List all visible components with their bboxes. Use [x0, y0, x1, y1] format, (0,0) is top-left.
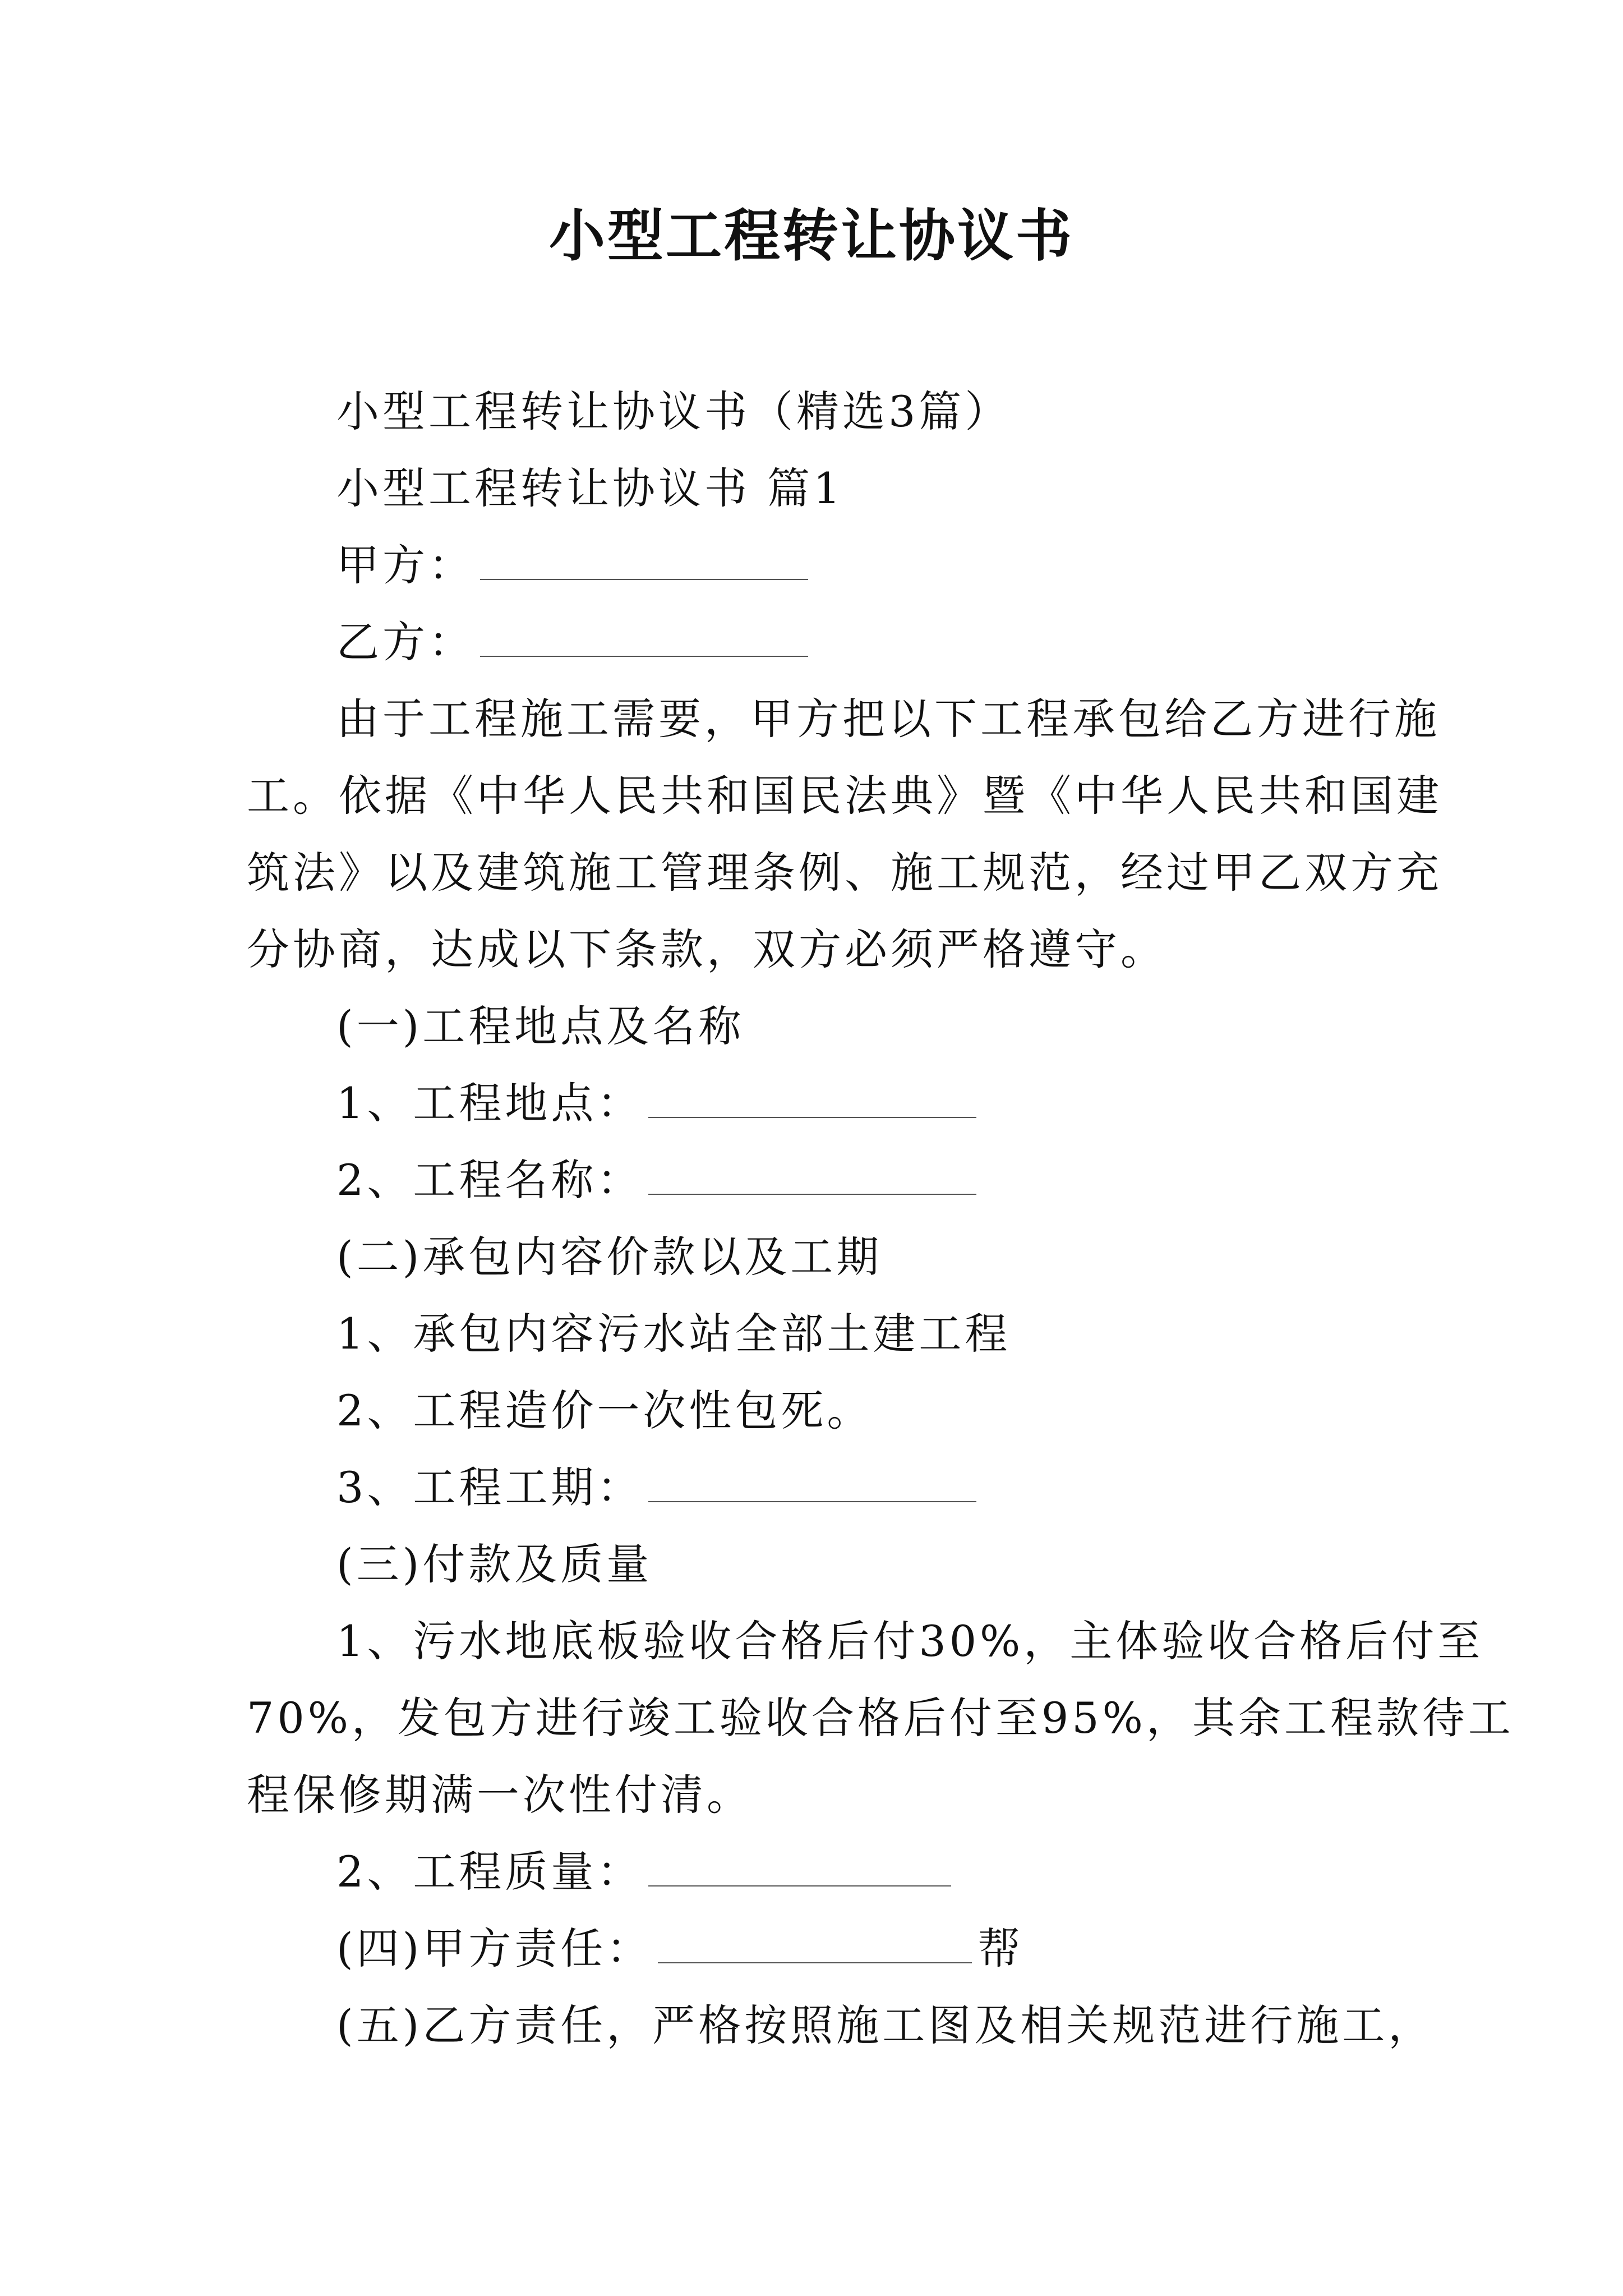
document-title: 小型工程转让协议书	[549, 203, 1074, 269]
party-a-blank	[480, 540, 808, 580]
clause3-heading: (三)付款及质量	[336, 1539, 653, 1589]
party-a-label: 甲方：	[336, 540, 474, 590]
clause2-item1: 1、承包内容污水站全部土建工程	[336, 1309, 1011, 1359]
project-duration-label: 3、工程工期：	[336, 1462, 643, 1512]
document-body	[247, 373, 1514, 2064]
party-b-line	[247, 604, 1385, 680]
project-quality-label: 2、工程质量：	[336, 1847, 643, 1897]
party-a-responsibility-label: (四)甲方责任：	[336, 1924, 653, 1973]
clause2-item3	[247, 1449, 1385, 1526]
payment-line-1: 1、污水地底板验收合格后付30%，主体验收合格后付至	[336, 1616, 1484, 1666]
party-b-blank	[480, 616, 808, 657]
party-a-line	[247, 527, 1385, 604]
payment-line-3: 程保修期满一次性付清。	[247, 1770, 753, 1820]
project-quality-blank	[648, 1846, 951, 1887]
intro-line-4: 分协商，达成以下条款，双方必须严格遵守。	[247, 924, 1166, 974]
intro-line-1: 由于工程施工需要，甲方把以下工程承包给乙方进行施	[336, 694, 1440, 744]
clause2-heading: (二)承包内容价款以及工期	[336, 1232, 883, 1282]
project-location-label: 1、工程地点：	[336, 1078, 643, 1128]
project-name-blank	[648, 1154, 976, 1195]
clause5-line: (五)乙方责任，严格按照施工图及相关规范进行施工，	[336, 2000, 1435, 2050]
clause2-item2: 2、工程造价一次性包死。	[336, 1386, 873, 1435]
project-duration-blank	[648, 1462, 976, 1502]
clause1-item1	[247, 1065, 1385, 1142]
clause4-line	[247, 1910, 1385, 1987]
project-location-blank	[648, 1078, 976, 1118]
party-a-responsibility-blank	[658, 1923, 972, 1963]
clause1-item2	[247, 1142, 1385, 1218]
party-b-label: 乙方：	[336, 617, 474, 667]
payment-line-2: 70%，发包方进行竣工验收合格后付至95%，其余工程款待工	[247, 1693, 1514, 1743]
clause3-item2	[247, 1833, 1385, 1910]
intro-line-3: 筑法》以及建筑施工管理条例、施工规范，经过甲乙双方充	[247, 848, 1442, 898]
clause1-heading: (一)工程地点及名称	[336, 1001, 745, 1051]
subtitle: 小型工程转让协议书（精选3篇）	[336, 386, 1011, 436]
project-name-label: 2、工程名称：	[336, 1155, 643, 1205]
intro-line-2: 工。依据《中华人民共和国民法典》暨《中华人民共和国建	[247, 771, 1442, 821]
section-heading: 小型工程转让协议书 篇1	[336, 463, 844, 513]
party-a-responsibility-trailing: 帮	[978, 1924, 1024, 1973]
